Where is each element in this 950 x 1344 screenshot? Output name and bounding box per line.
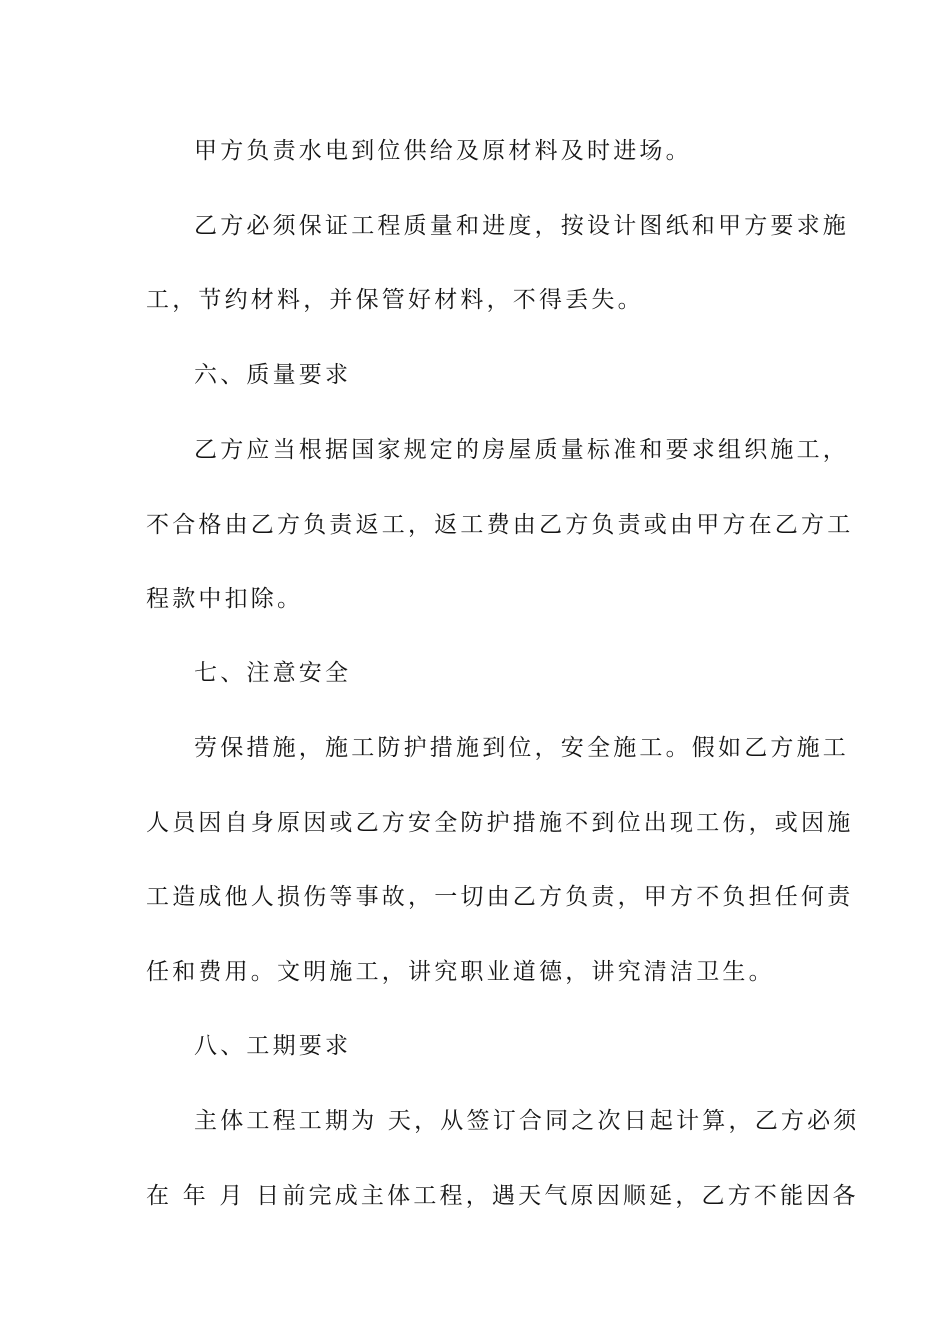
- paragraph-line: 在 年 月 日前完成主体工程，遇天气原因顺延，乙方不能因各: [146, 1183, 859, 1209]
- paragraph-line: 程款中扣除。: [146, 586, 304, 612]
- paragraph-line: 人员因自身原因或乙方安全防护措施不到位出现工伤，或因施: [146, 810, 854, 836]
- paragraph-line: 甲方负责水电到位供给及原材料及时进场。: [194, 138, 692, 164]
- paragraph-line: 任和费用。文明施工，讲究职业道德，讲究清洁卫生。: [146, 959, 775, 985]
- paragraph-line: 工造成他人损伤等事故，一切由乙方负责，甲方不负担任何责: [146, 884, 854, 910]
- section-heading: 七、注意安全: [194, 660, 352, 686]
- paragraph-line: 乙方应当根据国家规定的房屋质量标准和要求组织施工，: [194, 437, 849, 463]
- paragraph-line: 主体工程工期为 天，从签订合同之次日起计算，乙方必须: [194, 1108, 860, 1134]
- section-heading: 八、工期要求: [194, 1033, 352, 1059]
- paragraph-line: 劳保措施，施工防护措施到位，安全施工。假如乙方施工: [194, 735, 849, 761]
- section-heading: 六、质量要求: [194, 362, 352, 388]
- paragraph-line: 不合格由乙方负责返工，返工费由乙方负责或由甲方在乙方工: [146, 512, 854, 538]
- paragraph-line: 乙方必须保证工程质量和进度，按设计图纸和甲方要求施: [194, 213, 849, 239]
- paragraph-line: 工，节约材料，并保管好材料，不得丢失。: [146, 287, 644, 313]
